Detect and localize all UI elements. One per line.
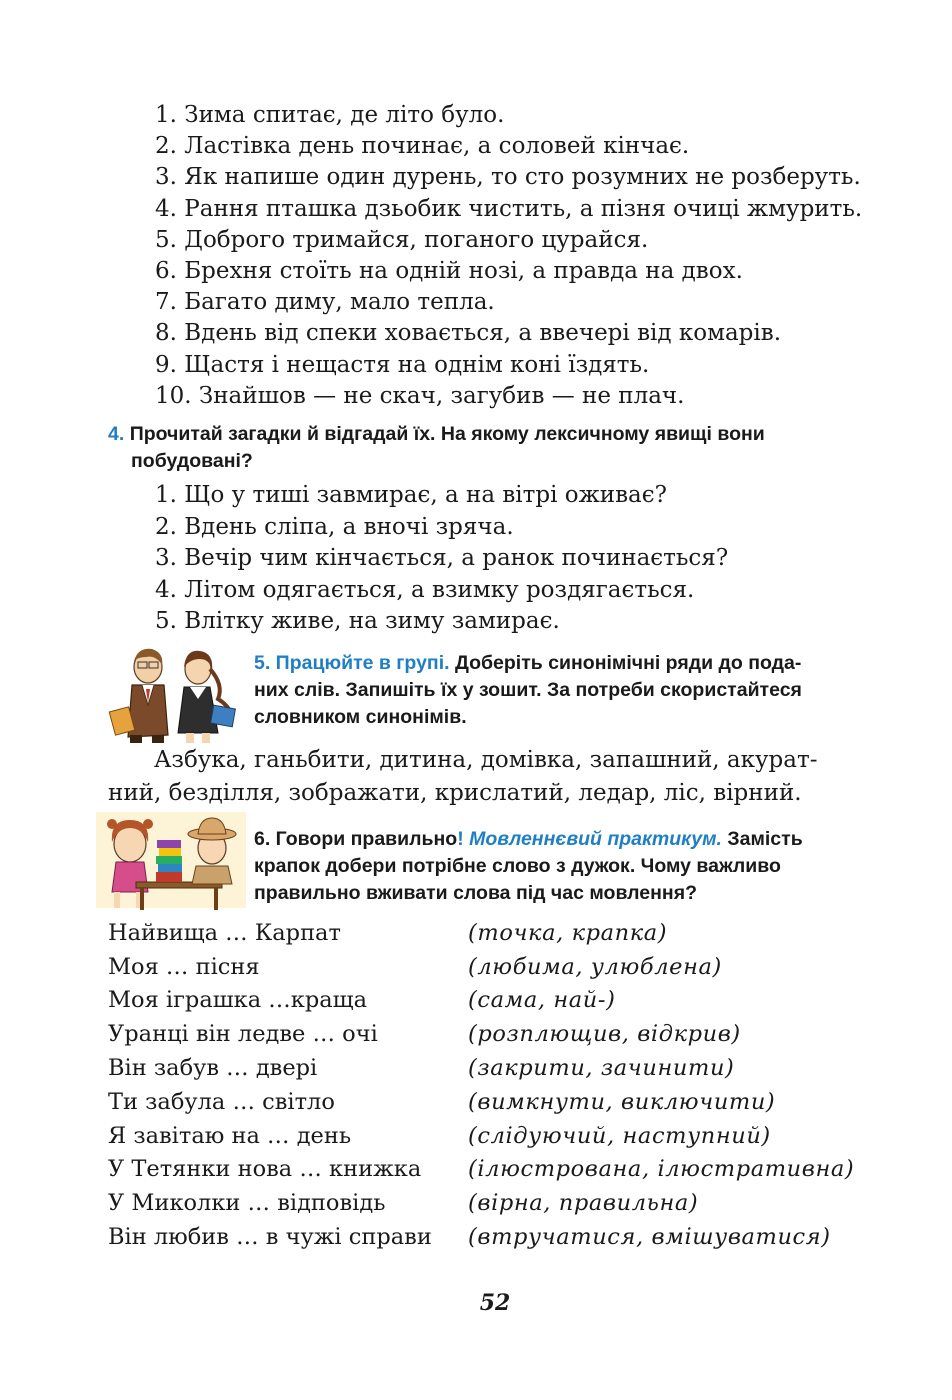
sentence-cell: Моя … пісня bbox=[108, 953, 260, 980]
table-row bbox=[108, 1085, 854, 1119]
task-6-heading bbox=[254, 826, 894, 907]
task-4-text-line-1: Прочитай загадки й відгадай їх. На якому лексичному явищі вони bbox=[129, 423, 765, 445]
word-list-line-2: ний, безділля, зображати, крислатий, ледар, ліс, вірний. bbox=[108, 780, 802, 806]
table-row bbox=[108, 1220, 854, 1254]
list-item: 2. Ластівка день починає, а соловей кінчає. bbox=[155, 133, 690, 160]
task-6-exclaim: ! bbox=[457, 828, 464, 850]
sentence-cell: Він любив … в чужі справи bbox=[108, 1224, 432, 1251]
task-5-text-line-3: словником синонімів. bbox=[254, 706, 467, 728]
task-6-exercise-table bbox=[108, 916, 854, 1254]
sentence-cell: Він забув … двері bbox=[108, 1055, 318, 1082]
list-item: 1. Що у тиші завмирає, а на вітрі оживає? bbox=[155, 482, 667, 508]
list-item: 1. Зима спитає, де літо було. bbox=[155, 102, 505, 128]
riddles-list bbox=[155, 480, 728, 638]
list-item: 5. Влітку живе, на зиму замирає. bbox=[155, 608, 560, 634]
options-cell: (розплющив, відкрив) bbox=[468, 1021, 741, 1048]
options-cell: (слідуючий, наступний) bbox=[468, 1122, 771, 1149]
table-row bbox=[108, 1051, 854, 1085]
list-item: 9. Щастя і нещастя на однім коні їздять. bbox=[155, 351, 650, 378]
options-cell: (ілюстрована, ілюстративна) bbox=[468, 1156, 855, 1183]
task-5-lead: 5. Працюйте в групі. bbox=[254, 652, 450, 674]
table-row bbox=[108, 1119, 854, 1153]
page-number: 52 bbox=[479, 1290, 511, 1316]
table-row bbox=[108, 1186, 854, 1220]
proverbs-list bbox=[155, 100, 862, 412]
task-6-text-line-2: крапок добери потрібне слово з дужок. Чому важливо bbox=[254, 855, 781, 877]
list-item: 2. Вдень сліпа, а вночі зряча. bbox=[155, 513, 514, 540]
sentence-cell: Найвища … Карпат bbox=[108, 919, 341, 946]
students-group-illustration bbox=[106, 645, 246, 745]
table-row bbox=[108, 984, 854, 1018]
task-4-heading bbox=[108, 421, 908, 475]
task-6-practicum: Мовленнєвий практикум. bbox=[469, 828, 722, 850]
options-cell: (сама, най-) bbox=[468, 987, 616, 1014]
list-item: 3. Як напише один дурень, то сто розумних не розберуть. bbox=[155, 164, 861, 191]
table-row bbox=[108, 1153, 854, 1187]
list-item: 7. Багато диму, мало тепла. bbox=[155, 289, 495, 316]
options-cell: (любима, улюблена) bbox=[468, 953, 722, 980]
sentence-cell: Моя іграшка …краща bbox=[108, 987, 367, 1014]
sentence-cell: У Миколки … відповідь bbox=[108, 1190, 386, 1217]
list-item: 5. Доброго тримайся, поганого цурайся. bbox=[155, 226, 649, 253]
options-cell: (точка, крапка) bbox=[468, 919, 668, 946]
sentence-cell: У Тетянки нова … книжка bbox=[108, 1156, 422, 1183]
sentence-cell: Я завітаю на … день bbox=[108, 1122, 352, 1149]
options-cell: (втручатися, вмішуватися) bbox=[468, 1224, 831, 1251]
task-5-text-line-1: Доберіть синонімічні ряди до пода- bbox=[454, 652, 802, 674]
task-6-lead: 6. Говори правильно bbox=[254, 828, 458, 850]
list-item: 4. Літом одягається, а взимку роздягається. bbox=[155, 576, 695, 603]
table-row bbox=[108, 1017, 854, 1051]
list-item: 4. Рання пташка дзьобик чистить, а пізня очиці жмурить. bbox=[155, 195, 863, 222]
options-cell: (закрити, зачинити) bbox=[468, 1055, 735, 1082]
list-item: 8. Вдень від спеки ховається, а ввечері від комарів. bbox=[155, 320, 782, 347]
table-row bbox=[108, 950, 854, 984]
sentence-cell: Уранці він ледве … очі bbox=[108, 1021, 378, 1048]
list-item: 10. Знайшов — не скач, загубив — не плач. bbox=[155, 382, 685, 409]
task-4-text-line-2: побудовані? bbox=[131, 450, 253, 472]
task-number: 4. bbox=[108, 423, 125, 445]
task-5-word-list bbox=[108, 744, 848, 810]
task-5-heading bbox=[254, 650, 894, 731]
sentence-cell: Ти забула … світло bbox=[108, 1088, 335, 1115]
task-5-text-line-2: них слів. Запишіть їх у зошит. За потреби скористайтеся bbox=[254, 679, 802, 701]
list-item: 6. Брехня стоїть на одній нозі, а правда на двох. bbox=[155, 258, 743, 285]
word-list-line-1: Азбука, ганьбити, дитина, домівка, запашний, акурат- bbox=[154, 747, 818, 773]
list-item: 3. Вечір чим кінчається, а ранок починається? bbox=[155, 545, 729, 571]
girls-at-table-illustration bbox=[96, 812, 246, 914]
options-cell: (вірна, правильна) bbox=[468, 1190, 699, 1217]
options-cell: (вимкнути, виключити) bbox=[468, 1088, 776, 1115]
task-6-text-line-1: Замість bbox=[727, 828, 803, 850]
task-6-text-line-3: правильно вживати слова під час мовлення? bbox=[254, 882, 697, 904]
table-row bbox=[108, 916, 854, 950]
